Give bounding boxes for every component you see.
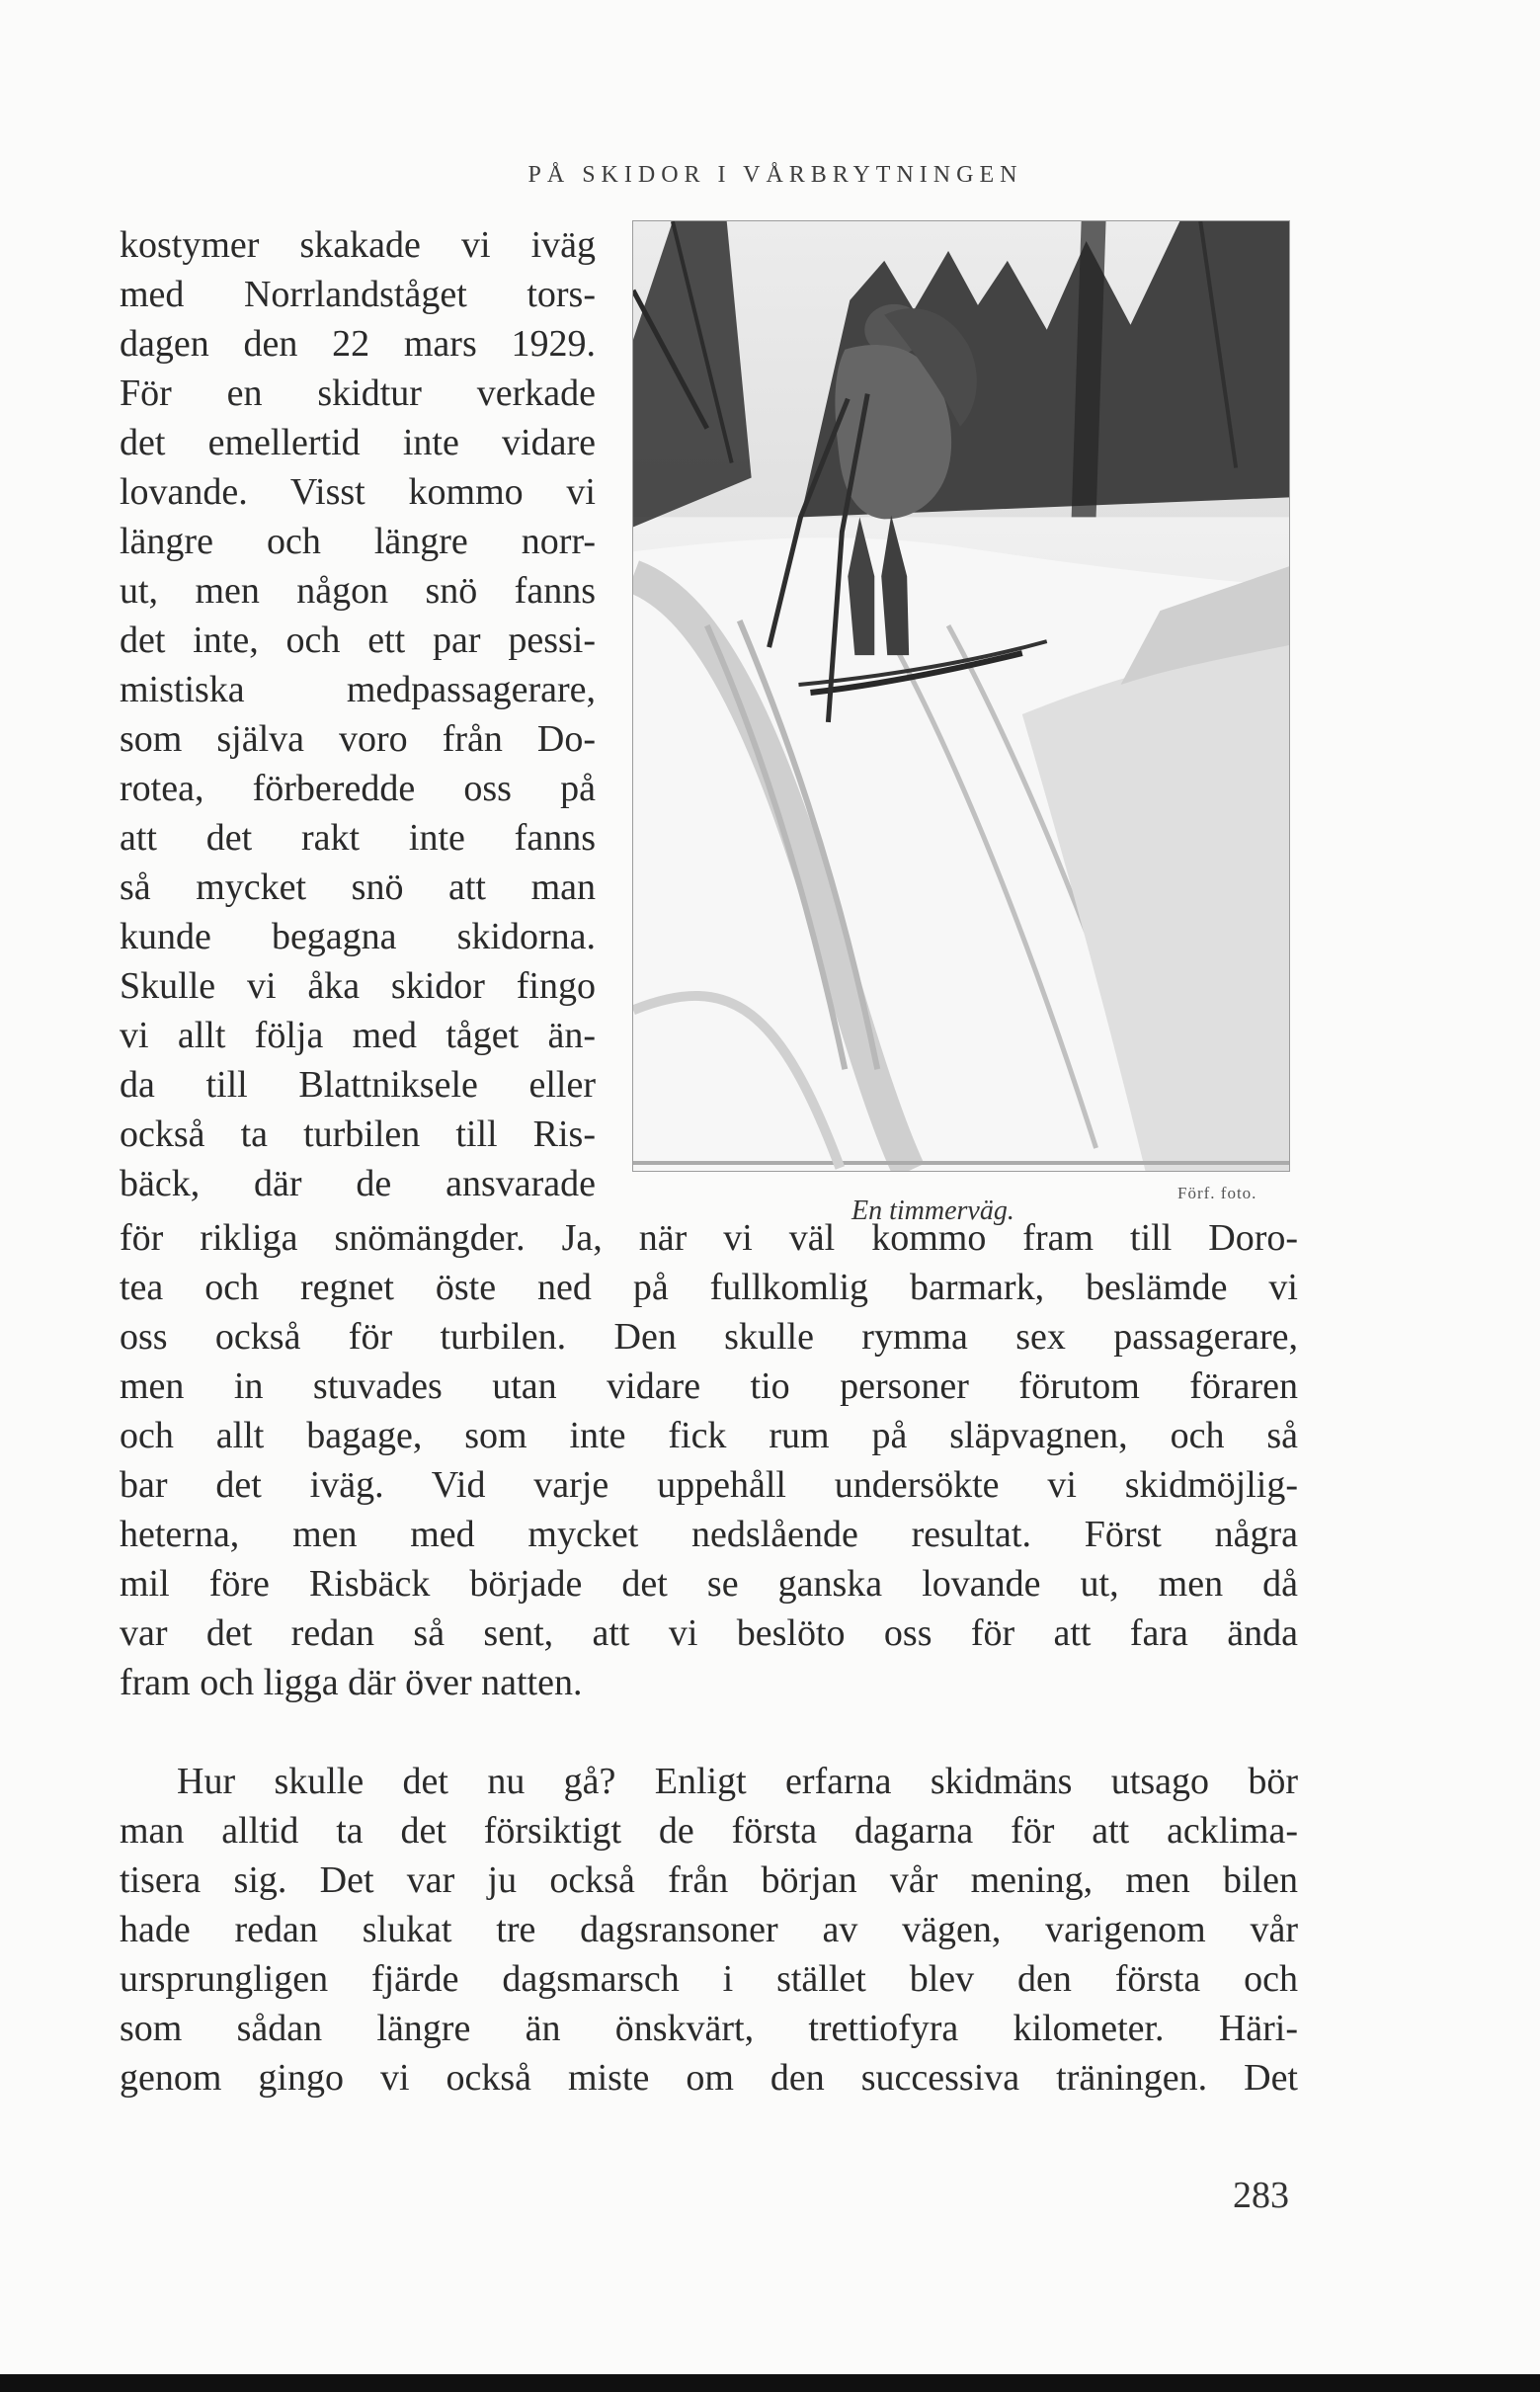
body-line: tisera sig. Det var ju också från början vår mening, men bilen [120,1859,1298,1901]
body-line: att det rakt inte fanns [120,817,596,859]
photo-credit: Förf. foto. [1177,1184,1257,1202]
body-line: bäck, där de ansvarade [120,1163,596,1204]
body-line: längre och längre norr- [120,521,596,562]
body-line: oss också för turbilen. Den skulle rymma sex passagerare, [120,1316,1298,1358]
body-line: som själva voro från Do- [120,718,596,760]
figure-photograph [632,220,1290,1172]
body-line: da till Blattniksele eller [120,1064,596,1106]
figure-caption: En timmerväg. [851,1196,1014,1226]
body-line: man alltid ta det försiktigt de första dagarna för att acklima- [120,1810,1298,1852]
body-line: kostymer skakade vi iväg [120,224,596,266]
body-line: vi allt följa med tåget än- [120,1015,596,1056]
body-line: Hur skulle det nu gå? Enligt erfarna skidmäns utsago bör [177,1761,1298,1802]
body-line: heterna, men med mycket nedslående resultat. Först några [120,1514,1298,1555]
body-line: hade redan slukat tre dagsransoner av vägen, varigenom vår [120,1909,1298,1950]
body-line: men in stuvades utan vidare tio personer förutom föraren [120,1365,1298,1407]
body-line: fram och ligga där över natten. [120,1662,583,1703]
scan-border [0,2374,1540,2392]
body-line: ut, men någon snö fanns [120,570,596,612]
body-line: rotea, förberedde oss på [120,768,596,809]
body-line: Skulle vi åka skidor fingo [120,965,596,1007]
body-line: dagen den 22 mars 1929. [120,323,596,365]
body-line: kunde begagna skidorna. [120,916,596,957]
body-line: mistiska medpassagerare, [120,669,596,710]
body-line: det emellertid inte vidare [120,422,596,463]
body-line: För en skidtur verkade [120,372,596,414]
body-line: också ta turbilen till Ris- [120,1114,596,1155]
body-line: som sådan längre än önskvärt, trettiofyra kilometer. Häri- [120,2008,1298,2049]
body-line: så mycket snö att man [120,866,596,908]
running-header: PÅ SKIDOR I VÅRBRYTNINGEN [527,162,1023,188]
body-line: tea och regnet öste ned på fullkomlig barmark, beslämde vi [120,1267,1298,1308]
body-line: mil före Risbäck började det se ganska lovande ut, men då [120,1563,1298,1605]
body-line: och allt bagage, som inte fick rum på släpvagnen, och så [120,1415,1298,1456]
body-line: var det redan så sent, att vi beslöto oss för att fara ända [120,1612,1298,1654]
body-line: bar det iväg. Vid varje uppehåll undersökte vi skidmöjlig- [120,1464,1298,1506]
body-line: för rikliga snömängder. Ja, när vi väl kommo fram till Doro- [120,1217,1298,1259]
page-number: 283 [1233,2175,1289,2216]
body-line: genom gingo vi också miste om den successiva träningen. Det [120,2057,1298,2099]
body-line: ursprungligen fjärde dagsmarsch i stället blev den första och [120,1958,1298,2000]
body-line: med Norrlandståget tors- [120,274,596,315]
body-line: det inte, och ett par pessi- [120,619,596,661]
body-line: lovande. Visst kommo vi [120,471,596,513]
